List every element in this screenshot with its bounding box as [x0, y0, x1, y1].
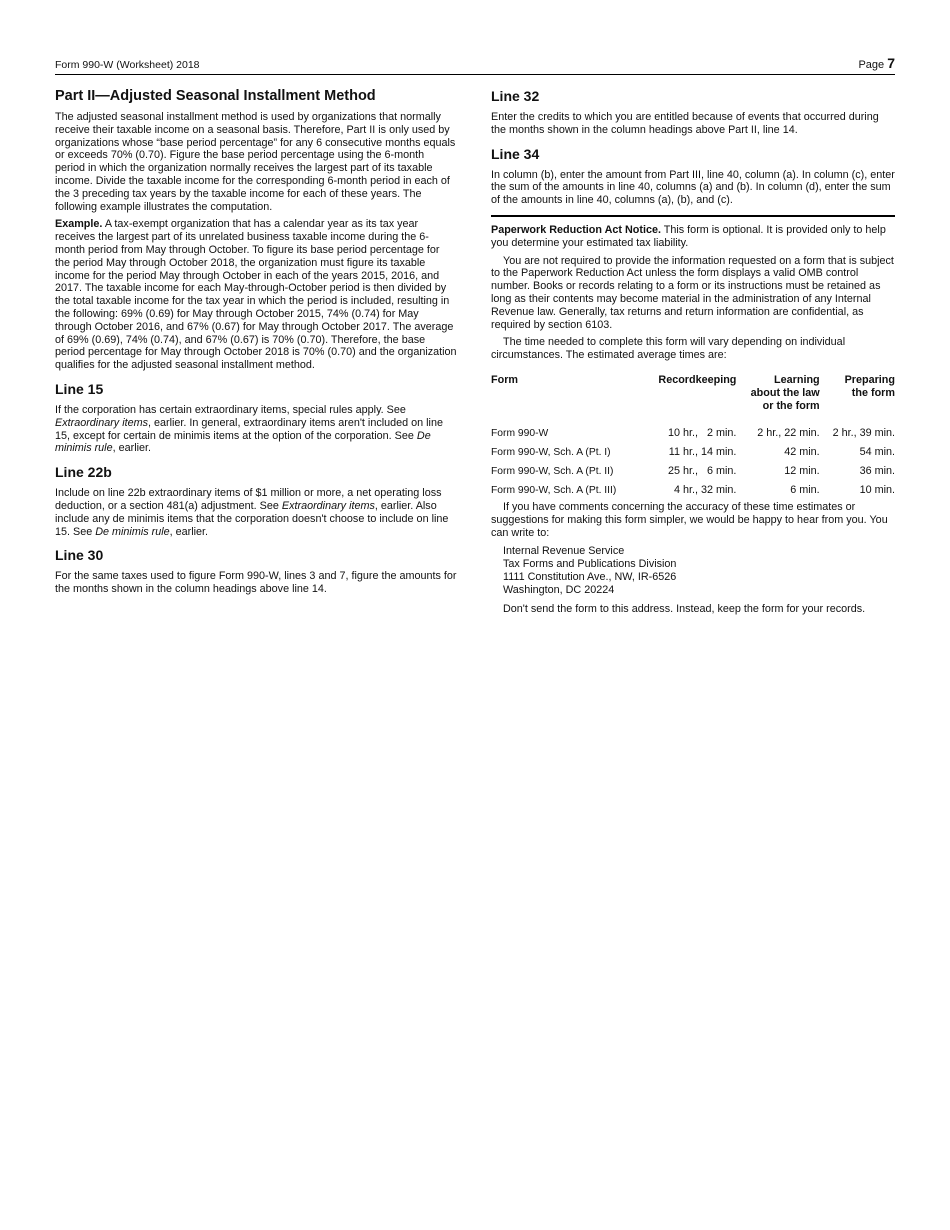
header-form: Form: [491, 373, 518, 386]
paperwork-label: Paperwork Reduction Act Notice.: [491, 223, 661, 236]
row-preparing: 54 min.: [859, 445, 895, 458]
address-line: 1111 Constitution Ave., NW, IR-6526: [503, 570, 677, 583]
left-column: [55, 88, 457, 601]
line-34-title: Line 34: [491, 145, 540, 162]
form-identifier: Form 990-W (Worksheet) 2018: [55, 59, 200, 71]
line-32-text: Enter the credits to which you are entitled because of events that occurred during the months shown in the column headings above Part II, line 14.: [491, 111, 879, 136]
line-22b-text-part: Include on line 22b extraordinary items of $1 million or more, a net operating loss deduction, or a section 481(a) adjustment. See: [55, 487, 442, 512]
de-minimis-rule-ref: De minimis rule: [95, 525, 170, 538]
page-number-value: 7: [887, 55, 895, 71]
example-text: A tax-exempt organization that has a calendar year as its tax year receives the largest part of its unrelated business taxable income during the 6-month period from May through October. To figure its base period percentage for the period May through October 2018, the organization must figure its taxable income for the period May through October in each of the years 2015, 2016, and 2017. The taxable income for each May-through-October period is then divided by the total taxable income for the tax year in which the period is included, resulting in the following: 69% (0.69) for May through October 2015, 74% (0.74) for May through October 2016, and 67% (0.67) for May through October 2017. The average of 69% (0.69), 74% (0.74), and 67% (0.67) is 70% (0.70). Therefore, the base period percentage for May through October 2018 is 70% (0.70) and the organization qualifies for the adjusted seasonal installment method.: [55, 218, 457, 372]
line-34-section: [491, 146, 895, 207]
line-15-text-part: If the corporation has certain extraordinary items, special rules apply. See: [55, 403, 406, 416]
right-column: [491, 88, 895, 620]
part-ii-intro: The adjusted seasonal installment method is used by organizations that normally receive their taxable income on a seasonal basis. Therefore, Part II is only used by organizations whose “base period percentage” for any 6 consecutive months equals or exceeds 70% (0.70). Figure the base period percentage using the 6-month period in which the organization normally receives the largest part of its taxable income. Divide the taxable income for the corresponding 6-month period in each of the 3 preceding tax years by the taxable income for each of these years. The following example illustrates the computation.: [55, 111, 456, 213]
row-recordkeeping: 25 hr., 6 min.: [667, 464, 737, 477]
row-learning: 12 min.: [784, 464, 820, 477]
comments-paragraph: If you have comments concerning the accuracy of these time estimates or suggestions for making this form simpler, we would be happy to hear from you. You can write to:: [491, 500, 888, 539]
line-30-text: For the same taxes used to figure Form 990-W, lines 3 and 7, figure the amounts for the months shown in the column headings above line 14.: [55, 570, 457, 596]
de-minimis-rule-ref: De minimis rule: [55, 429, 431, 455]
section-divider: [491, 215, 895, 217]
line-22b-text: [55, 487, 457, 538]
header-learning-line: Learning: [774, 373, 820, 386]
row-form: Form 990-W: [491, 427, 549, 439]
table-row: [491, 444, 895, 463]
row-recordkeeping: 11 hr., 14 min.: [668, 445, 737, 458]
paperwork-text: This form is optional. It is provided only to help you determine your estimated tax liability.: [491, 223, 886, 249]
estimated-times-table: [491, 374, 895, 501]
row-preparing: 2 hr., 39 min.: [832, 426, 895, 439]
line-32-title: Line 32: [491, 88, 540, 104]
paperwork-paragraph-2: You are not required to provide the information requested on a form that is subject to the Paperwork Reduction Act unless the form displays a valid OMB control number. Books or records relating to a form or its instructions must be retained as long as their contents may become material in the administration of any Internal Revenue law. Generally, tax returns and return information are confidential, as required by section 6103.: [491, 254, 894, 331]
row-preparing: 36 min.: [859, 464, 895, 477]
header-learning-line: or the form: [762, 399, 820, 412]
page-number: [858, 55, 895, 71]
mailing-address: [503, 545, 895, 596]
table-header-row: [491, 374, 895, 425]
row-learning: 6 min.: [790, 483, 820, 496]
row-form: Form 990-W, Sch. A (Pt. I): [491, 446, 611, 458]
address-line: Washington, DC 20224: [503, 583, 615, 596]
example-label: Example.: [55, 218, 103, 231]
table-row: [491, 482, 895, 501]
paperwork-notice: [491, 224, 895, 250]
extraordinary-items-ref: Extraordinary items: [55, 416, 149, 429]
line-34-text: In column (b), enter the amount from Part III, line 40, column (a). In column (c), enter the sum of the amounts in line 40, columns (a) and (b). In column (d), enter the sum of the amounts in line 40, columns (a), (b), and (c).: [491, 168, 895, 207]
page-header: [55, 54, 895, 75]
line-32-section: [491, 88, 895, 137]
part-ii-title: Part II—Adjusted Seasonal Installment Method: [55, 88, 376, 104]
line-15-text: [55, 404, 457, 455]
header-recordkeeping: Recordkeeping: [658, 373, 737, 386]
line-15-title: Line 15: [55, 380, 104, 397]
example-paragraph: [55, 218, 457, 372]
address-line: Tax Forms and Publications Division: [503, 558, 677, 571]
header-learning: [736, 374, 819, 425]
row-form: Form 990-W, Sch. A (Pt. III): [491, 484, 617, 496]
table-row: [491, 463, 895, 482]
page-label: Page: [858, 59, 885, 71]
line-22b-text-part: , earlier. Also include any de minimis items that the corporation doesn't choose to include on line 15. See: [55, 499, 449, 538]
row-learning: 2 hr., 22 min.: [757, 426, 820, 439]
header-learning-line: about the law: [750, 386, 820, 399]
line-15-text-part: , earlier.: [112, 442, 151, 455]
line-30-title: Line 30: [55, 547, 104, 564]
paperwork-paragraph-3: The time needed to complete this form will vary depending on individual circumstances. The estimated average times are:: [491, 336, 846, 362]
line-15-section: [55, 381, 457, 455]
address-line: Internal Revenue Service: [503, 545, 625, 558]
row-preparing: 10 min.: [859, 483, 895, 496]
row-recordkeeping: 4 hr., 32 min.: [673, 483, 737, 496]
line-22b-text-part: , earlier.: [169, 525, 209, 538]
line-22b-section: [55, 464, 457, 538]
line-15-text-part: , earlier. In general, extraordinary items aren't included on line 15, except for certain de minimis items at the option of the corporation. See: [55, 416, 443, 442]
header-preparing: [820, 374, 895, 425]
table-row: [491, 425, 895, 444]
extraordinary-items-ref: Extraordinary items: [281, 499, 375, 512]
line-22b-title: Line 22b: [55, 464, 112, 481]
closing-paragraph: Don't send the form to this address. Instead, keep the form for your records.: [503, 602, 866, 615]
header-preparing-line: the form: [851, 386, 895, 399]
line-30-section: [55, 547, 457, 596]
row-learning: 42 min.: [784, 445, 820, 458]
row-recordkeeping: 10 hr., 2 min.: [667, 426, 737, 439]
row-form: Form 990-W, Sch. A (Pt. II): [491, 465, 614, 477]
header-preparing-line: Preparing: [844, 373, 895, 386]
